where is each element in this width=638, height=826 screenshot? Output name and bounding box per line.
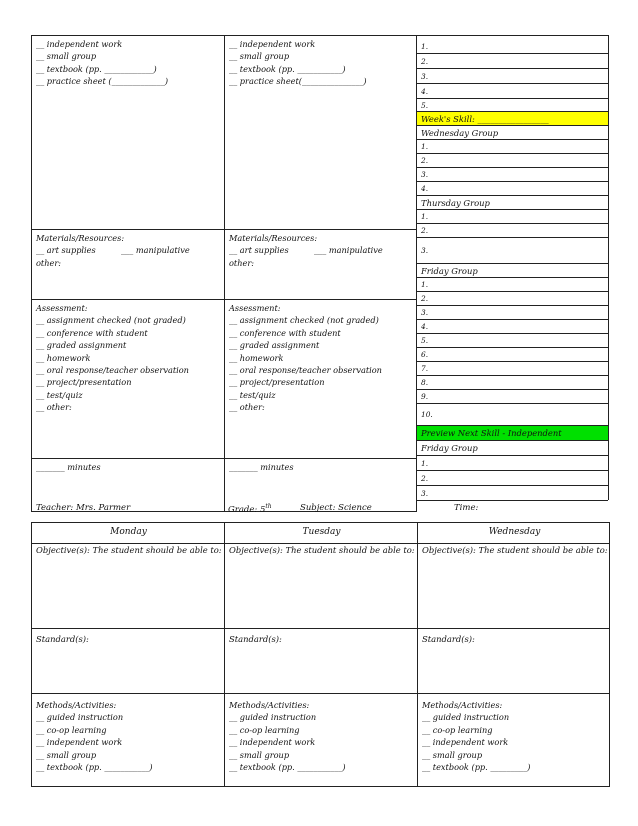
friday-group-label: Friday Group bbox=[417, 441, 608, 456]
number-row[interactable]: 1. bbox=[417, 278, 608, 292]
assessment-item[interactable]: __ assignment checked (not graded) bbox=[36, 315, 186, 326]
method-item[interactable]: __ co-op learning bbox=[229, 724, 300, 735]
method-item[interactable]: __ small group bbox=[36, 749, 97, 760]
art-supplies-check[interactable]: __ art supplies bbox=[36, 245, 96, 256]
materials-block-1 bbox=[32, 229, 224, 299]
methods-block-1 bbox=[32, 36, 224, 233]
standards-tuesday[interactable]: Standard(s): bbox=[229, 634, 282, 644]
weekly-plan-table bbox=[31, 522, 610, 787]
preview-skill-field[interactable]: Preview Next Skill - Independent bbox=[417, 426, 608, 441]
number-row[interactable]: 3. bbox=[417, 69, 608, 84]
number-row[interactable]: 1. bbox=[417, 210, 608, 224]
row-divider bbox=[32, 628, 609, 629]
assessment-item[interactable]: __ oral response/teacher observation bbox=[36, 365, 189, 376]
methods-block-2 bbox=[225, 36, 416, 233]
column-divider bbox=[417, 523, 418, 786]
number-row[interactable]: 9. bbox=[417, 390, 608, 404]
methods-title: Methods/Activities: bbox=[229, 700, 310, 710]
number-row[interactable]: 8. bbox=[417, 376, 608, 390]
method-item[interactable]: __ small group bbox=[229, 749, 290, 760]
materials-row bbox=[36, 244, 220, 256]
method-item[interactable]: __ small group bbox=[36, 51, 97, 62]
assessment-item[interactable]: __ conference with student bbox=[36, 327, 148, 338]
method-item[interactable]: __ textbook (pp. ___________) bbox=[229, 762, 346, 773]
number-row[interactable]: 2. bbox=[417, 471, 608, 486]
methods-monday bbox=[36, 699, 153, 773]
row-divider bbox=[32, 693, 609, 694]
manipulative-check[interactable]: ___ manipulative bbox=[313, 245, 383, 256]
method-item[interactable]: __ independent work bbox=[229, 737, 316, 748]
grade-suffix: th bbox=[265, 503, 272, 510]
materials-other[interactable]: other: bbox=[36, 257, 62, 268]
teacher-field[interactable]: Teacher: Mrs. Parmer bbox=[36, 503, 131, 513]
method-item[interactable]: __ co-op learning bbox=[36, 724, 107, 735]
method-item[interactable]: __ textbook (pp. ____________) bbox=[36, 63, 157, 74]
weeks-skill-field[interactable]: Week's Skill: _________________ bbox=[417, 112, 608, 126]
objectives-monday[interactable]: Objective(s): The student should be able to: bbox=[36, 545, 222, 555]
method-item[interactable]: __ guided instruction bbox=[422, 712, 510, 723]
materials-other[interactable]: other: bbox=[229, 257, 255, 268]
number-row[interactable]: 4. bbox=[417, 84, 608, 99]
grouping-panel bbox=[416, 35, 609, 500]
wednesday-group-label: Wednesday Group bbox=[417, 126, 608, 140]
grade-field[interactable] bbox=[228, 503, 272, 515]
assessment-item[interactable]: __ graded assignment bbox=[229, 340, 320, 351]
number-row[interactable]: 2. bbox=[417, 154, 608, 168]
method-item[interactable]: __ independent work bbox=[422, 737, 509, 748]
manipulative-check[interactable]: ___ manipulative bbox=[120, 245, 190, 256]
number-row[interactable]: 3. bbox=[417, 168, 608, 182]
number-row[interactable]: 1. bbox=[417, 39, 608, 54]
assessment-item[interactable]: __ graded assignment bbox=[36, 340, 127, 351]
number-row[interactable]: 4. bbox=[417, 320, 608, 334]
column-divider bbox=[224, 523, 225, 786]
objectives-tuesday[interactable]: Objective(s): The student should be able to: bbox=[229, 545, 415, 555]
method-item[interactable]: __ small group bbox=[229, 51, 290, 62]
assessment-block-1 bbox=[32, 299, 224, 458]
method-item[interactable]: __ practice sheet (_____________) bbox=[36, 76, 169, 87]
top-col-1 bbox=[31, 35, 225, 512]
standards-monday[interactable]: Standard(s): bbox=[36, 634, 89, 644]
materials-title: Materials/Resources: bbox=[36, 233, 125, 243]
day-header-row bbox=[32, 523, 609, 544]
method-item[interactable]: __ guided instruction bbox=[229, 712, 317, 723]
method-item[interactable]: __ textbook (pp. ___________) bbox=[36, 762, 153, 773]
methods-title: Methods/Activities: bbox=[36, 700, 117, 710]
assessment-block-2 bbox=[225, 299, 416, 458]
materials-row bbox=[229, 244, 412, 256]
assessment-item[interactable]: __ conference with student bbox=[229, 327, 341, 338]
number-row[interactable]: 5. bbox=[417, 99, 608, 112]
number-row[interactable]: 7. bbox=[417, 362, 608, 376]
method-item[interactable]: __ textbook (pp. _________) bbox=[422, 762, 531, 773]
materials-block-2 bbox=[225, 229, 416, 299]
friday-group-label: Friday Group bbox=[417, 264, 608, 278]
top-col-2 bbox=[224, 35, 417, 512]
number-row[interactable]: 2. bbox=[417, 292, 608, 306]
assessment-item[interactable]: __ test/quiz bbox=[36, 389, 83, 400]
assessment-title: Assessment: bbox=[229, 303, 281, 313]
method-item[interactable]: __ small group bbox=[422, 749, 483, 760]
day-header-wednesday: Wednesday bbox=[488, 527, 541, 537]
time-field[interactable]: Time: bbox=[454, 503, 479, 513]
assessment-item[interactable]: __ other: bbox=[229, 402, 265, 413]
materials-title: Materials/Resources: bbox=[229, 233, 318, 243]
number-row[interactable]: 10. bbox=[417, 404, 608, 426]
assessment-item[interactable]: __ project/presentation bbox=[36, 377, 132, 388]
number-row[interactable]: 1. bbox=[417, 140, 608, 154]
standards-wednesday[interactable]: Standard(s): bbox=[422, 634, 475, 644]
assessment-item[interactable]: __ homework bbox=[229, 352, 284, 363]
assessment-item[interactable]: __ project/presentation bbox=[229, 377, 325, 388]
number-row[interactable]: 2. bbox=[417, 224, 608, 238]
number-row[interactable]: 5. bbox=[417, 334, 608, 348]
methods-wednesday bbox=[422, 699, 530, 773]
objectives-wednesday[interactable]: Objective(s): The student should be able to: bbox=[422, 545, 608, 555]
number-row[interactable]: 3. bbox=[417, 238, 608, 264]
method-item[interactable]: __ independent work bbox=[229, 39, 316, 49]
method-item[interactable]: __ co-op learning bbox=[422, 724, 493, 735]
assessment-item[interactable]: __ homework bbox=[36, 352, 91, 363]
assessment-title: Assessment: bbox=[36, 303, 88, 313]
assessment-item[interactable]: __ oral response/teacher observation bbox=[229, 365, 382, 376]
number-row[interactable]: 3. bbox=[417, 486, 608, 501]
day-header-monday: Monday bbox=[110, 527, 147, 537]
method-item[interactable]: __ textbook (pp. ___________) bbox=[229, 63, 346, 74]
minutes-field[interactable]: _______ minutes bbox=[36, 462, 101, 472]
subject-field[interactable]: Subject: Science bbox=[300, 503, 372, 513]
thursday-group-label: Thursday Group bbox=[417, 196, 608, 210]
assessment-item[interactable]: __ assignment checked (not graded) bbox=[229, 315, 379, 326]
art-supplies-check[interactable]: __ art supplies bbox=[229, 245, 289, 256]
method-item[interactable]: __ practice sheet(_______________) bbox=[229, 76, 367, 87]
method-item[interactable]: __ guided instruction bbox=[36, 712, 124, 723]
minutes-field[interactable]: _______ minutes bbox=[229, 462, 294, 472]
number-row[interactable]: 2. bbox=[417, 54, 608, 69]
day-header-tuesday: Tuesday bbox=[302, 527, 341, 537]
method-item[interactable]: __ independent work bbox=[36, 737, 123, 748]
assessment-item[interactable]: __ other: bbox=[36, 402, 72, 413]
assessment-item[interactable]: __ test/quiz bbox=[229, 389, 276, 400]
grade-value: Grade: 5 bbox=[228, 504, 266, 515]
method-item[interactable]: __ independent work bbox=[36, 39, 123, 49]
methods-title: Methods/Activities: bbox=[422, 700, 503, 710]
number-row[interactable]: 3. bbox=[417, 306, 608, 320]
number-row[interactable]: 1. bbox=[417, 456, 608, 471]
number-row[interactable]: 6. bbox=[417, 348, 608, 362]
methods-tuesday bbox=[229, 699, 346, 773]
number-row[interactable]: 4. bbox=[417, 182, 608, 196]
